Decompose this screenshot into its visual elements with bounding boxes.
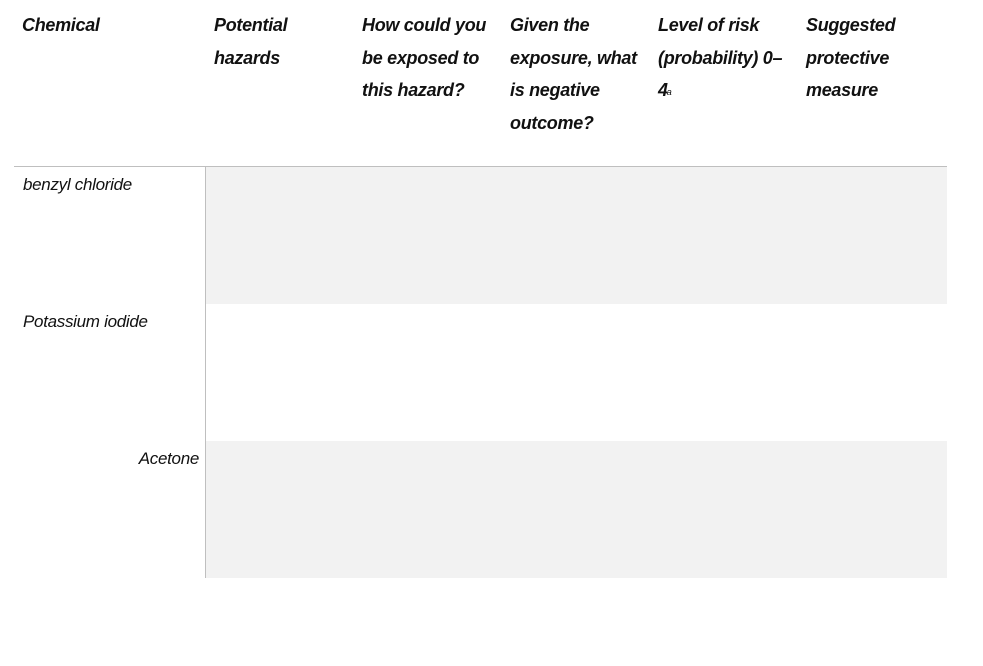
header-negative-outcome: Given the exposure, what is negative outcome?	[510, 15, 637, 133]
exposure-cell[interactable]	[354, 441, 502, 578]
protective-measure-cell[interactable]	[798, 441, 947, 578]
table-header-row	[14, 0, 947, 167]
chemical-name: Potassium iodide	[14, 304, 206, 441]
risk-assessment-table	[14, 0, 947, 578]
chemical-name: benzyl chloride	[14, 167, 206, 304]
risk-level-cell[interactable]	[650, 167, 798, 304]
header-protective-measure: Suggested protective measure	[806, 15, 896, 100]
protective-measure-cell[interactable]	[798, 167, 947, 304]
outcome-cell[interactable]	[502, 441, 650, 578]
hazard-cell[interactable]	[206, 167, 354, 304]
table-row	[14, 167, 947, 304]
table-row	[14, 304, 947, 441]
exposure-cell[interactable]	[354, 167, 502, 304]
header-potential-hazards: Potential hazards	[214, 15, 288, 68]
hazard-cell[interactable]	[206, 441, 354, 578]
header-risk-level-text: Level of risk (probability) 0–4	[658, 15, 783, 100]
outcome-cell[interactable]	[502, 167, 650, 304]
footnote-mark: a	[666, 87, 672, 97]
exposure-cell[interactable]	[354, 304, 502, 441]
outcome-cell[interactable]	[502, 304, 650, 441]
header-exposure-route: How could you be exposed to this hazard?	[362, 15, 487, 100]
header-risk-level	[650, 0, 798, 166]
risk-level-cell[interactable]	[650, 304, 798, 441]
protective-measure-cell[interactable]	[798, 304, 947, 441]
header-chemical: Chemical	[22, 15, 100, 35]
hazard-cell[interactable]	[206, 304, 354, 441]
table-row	[14, 441, 947, 578]
risk-level-cell[interactable]	[650, 441, 798, 578]
chemical-name: Acetone	[14, 441, 206, 578]
